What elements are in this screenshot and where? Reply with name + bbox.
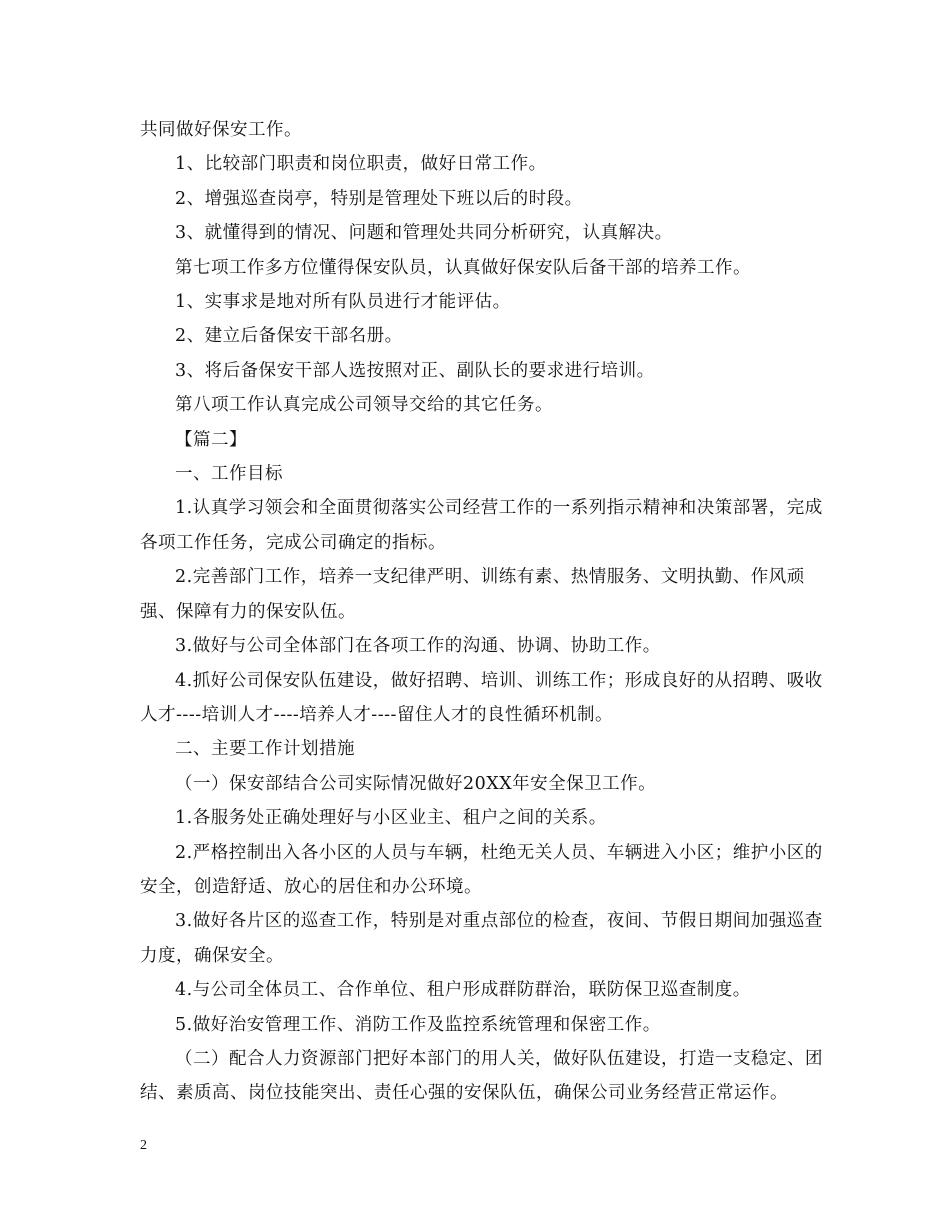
paragraph: 3、就懂得到的情况、问题和管理处共同分析研究，认真解决。: [175, 223, 673, 244]
paragraph: 4.与公司全体员工、合作单位、租户形成群防群治，联防保卫巡查制度。: [175, 980, 751, 1001]
paragraph: 2.严格控制出入各小区的人员与车辆，杜绝无关人员、车辆进入小区；维护小区的安全，创造舒适、放心的居住和办公环境。: [140, 842, 823, 897]
section-heading: 【篇二】: [175, 429, 247, 450]
paragraph: 2、增强巡查岗亭，特别是管理处下班以后的时段。: [175, 188, 583, 209]
paragraph: 3、将后备保安干部人选按照对正、副队长的要求进行培训。: [175, 360, 655, 381]
paragraph: 第八项工作认真完成公司领导交给的其它任务。: [175, 395, 553, 416]
paragraph: （一）保安部结合公司实际情况做好20XX年安全保卫工作。: [175, 773, 657, 794]
paragraph: 3.做好各片区的巡查工作，特别是对重点部位的检查，夜间、节假日期间加强巡查力度，确保安全。: [140, 911, 823, 966]
paragraph: 第七项工作多方位懂得保安队员，认真做好保安队后备干部的培养工作。: [175, 257, 751, 278]
paragraph: 共同做好保安工作。: [140, 120, 302, 140]
document-body: [140, 113, 830, 1111]
paragraph: 1.认真学习领会和全面贯彻落实公司经营工作的一系列指示精神和决策部署，完成各项工作任务，完成公司确定的指标。: [140, 498, 823, 553]
paragraph: 2、建立后备保安干部名册。: [175, 326, 403, 347]
paragraph: 2.完善部门工作，培养一支纪律严明、训练有素、热情服务、文明执勤、作风顽强、保障有力的保安队伍。: [140, 567, 805, 622]
paragraph: （二）配合人力资源部门把好本部门的用人关，做好队伍建设，打造一支稳定、团结、素质高、岗位技能突出、责任心强的安保队伍，确保公司业务经营正常运作。: [140, 1048, 823, 1104]
paragraph: 1.各服务处正确处理好与小区业主、租户之间的关系。: [175, 808, 607, 829]
paragraph: 3.做好与公司全体部门在各项工作的沟通、协调、协助工作。: [175, 636, 661, 657]
paragraph: 4.抓好公司保安队伍建设，做好招聘、培训、训练工作；形成良好的从招聘、吸收人才----培训人才----培养人才----留住人才的良性循环机制。: [140, 670, 823, 725]
section-heading: 二、主要工作计划措施: [175, 739, 355, 760]
paragraph: 1、实事求是地对所有队员进行才能评估。: [175, 292, 511, 313]
page-number: 2: [140, 1138, 147, 1153]
paragraph: 5.做好治安管理工作、消防工作及监控系统管理和保密工作。: [175, 1014, 661, 1035]
paragraph: 1、比较部门职责和岗位职责，做好日常工作。: [175, 154, 547, 175]
section-heading: 一、工作目标: [175, 464, 283, 485]
